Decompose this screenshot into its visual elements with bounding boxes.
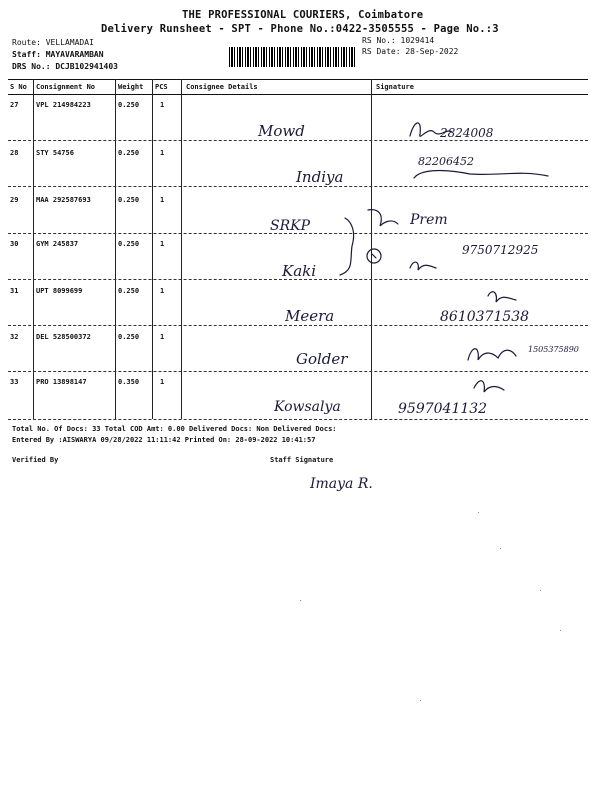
scan-speck (540, 590, 541, 591)
row-consignment: UPT 8099699 (36, 287, 83, 295)
handwritten-phone-note: 9750712925 (462, 243, 539, 257)
route-label: Route: VELLAMADAI (12, 38, 94, 47)
row-consignment: GYM 245837 (36, 240, 79, 248)
handwritten-phone-note: 2824008 (440, 126, 494, 140)
scan-speck (300, 600, 301, 601)
verified-by-label: Verified By (12, 456, 59, 464)
row-consignment: STY 54756 (36, 149, 74, 157)
row-pcs: 1 (160, 149, 165, 157)
handwritten-phone-note: 9597041132 (398, 401, 488, 417)
scan-speck (478, 512, 479, 513)
staff-signature-label: Staff Signature (270, 456, 334, 464)
row-sno: 30 (10, 240, 19, 248)
scan-speck (500, 548, 501, 549)
row-weight: 0.250 (118, 101, 140, 109)
handwritten-consignee-name: Golder (296, 350, 348, 368)
row-weight: 0.250 (118, 333, 140, 341)
row-sno: 32 (10, 333, 19, 341)
row-sno: 33 (10, 378, 19, 386)
drs-number: DRS No.: DCJB102941403 (12, 62, 118, 71)
row-weight: 0.250 (118, 196, 140, 204)
handwritten-consignee-name: SRKP (270, 218, 311, 234)
handwritten-consignee-name: Meera (285, 307, 335, 325)
rs-number: RS No.: 1029414 (362, 36, 435, 45)
staff-label: Staff: MAYAVARAMBAN (12, 50, 104, 59)
row-pcs: 1 (160, 333, 165, 341)
row-sno: 27 (10, 101, 19, 109)
handwritten-consignee-name: Kowsalya (274, 399, 341, 415)
scan-speck (560, 630, 561, 631)
row-pcs: 1 (160, 287, 165, 295)
row-weight: 0.250 (118, 287, 140, 295)
row-pcs: 1 (160, 378, 165, 386)
col-header-signature: Signature (376, 83, 414, 91)
rs-date: RS Date: 28-Sep-2022 (362, 47, 459, 56)
handwritten-phone-note: 8610371538 (440, 309, 530, 325)
company-title: THE PROFESSIONAL COURIERS, Coimbatore (182, 9, 424, 21)
col-header-sno: S No (10, 83, 27, 91)
row-consignment: MAA 292587693 (36, 196, 91, 204)
handwritten-consignee-name: Kaki (282, 262, 317, 280)
row-consignment: VPL 214984223 (36, 101, 91, 109)
runsheet-subtitle: Delivery Runsheet - SPT - Phone No.:0422-3505555 - Page No.:3 (101, 23, 499, 35)
col-header-consignee: Consignee Details (186, 83, 258, 91)
row-pcs: 1 (160, 196, 165, 204)
col-header-pcs: PCS (155, 83, 168, 91)
totals-line: Total No. Of Docs: 33 Total COD Amt: 0.00 Delivered Docs: Non Delivered Docs: (12, 425, 337, 433)
scan-speck (420, 700, 421, 701)
handwritten-phone-note: Prem (410, 212, 448, 228)
handwritten-consignee-name: Mowd (258, 122, 305, 140)
row-pcs: 1 (160, 101, 165, 109)
row-sno: 31 (10, 287, 19, 295)
col-header-weight: Weight (118, 83, 144, 91)
col-header-consignment: Consignment No (36, 83, 96, 91)
handwritten-consignee-name: Indiya (296, 168, 344, 186)
row-consignment: PRO 13898147 (36, 378, 87, 386)
row-sno: 29 (10, 196, 19, 204)
row-consignment: DEL 528500372 (36, 333, 91, 341)
row-weight: 0.250 (118, 240, 140, 248)
handwritten-phone-note: 1505375890 (528, 345, 579, 354)
row-pcs: 1 (160, 240, 165, 248)
row-weight: 0.250 (118, 149, 140, 157)
handwritten-phone-note: 82206452 (418, 155, 474, 168)
staff-signature: Imaya R. (310, 476, 373, 492)
row-weight: 0.350 (118, 378, 140, 386)
entered-by-line: Entered By :AISWARYA 09/28/2022 11:11:42 Printed On: 28-09-2022 10:41:57 (12, 436, 316, 444)
row-sno: 28 (10, 149, 19, 157)
